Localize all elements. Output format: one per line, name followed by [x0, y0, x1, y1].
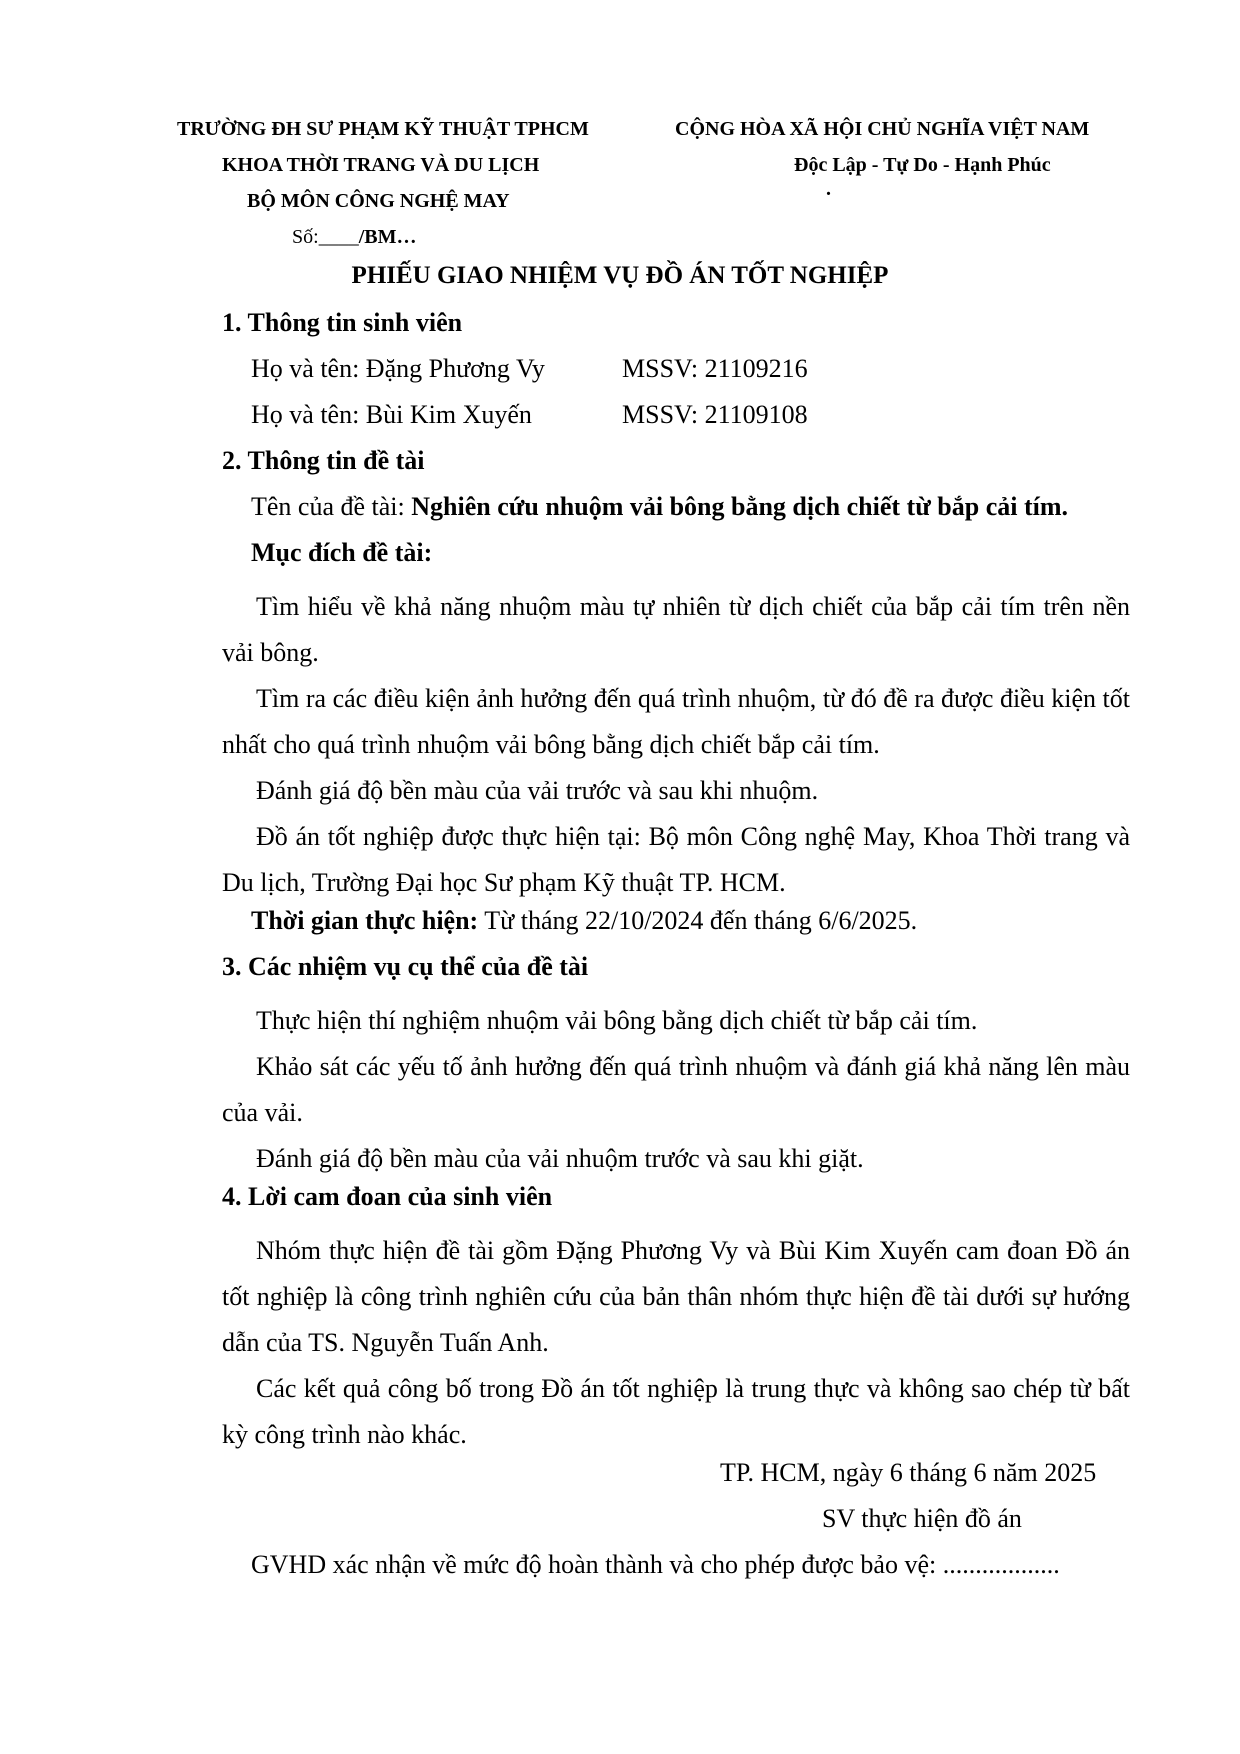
- nation-name: CỘNG HÒA XÃ HỘI CHỦ NGHĨA VIỆT NAM: [675, 118, 1090, 140]
- task-paragraph: Thực hiện thí nghiệm nhuộm vải bông bằng dịch chiết từ bắp cải tím.: [256, 1006, 978, 1035]
- purpose-paragraph: Tìm hiểu về khả năng nhuộm màu tự nhiên từ dịch chiết của bắp cải tím trên nền vải bông.: [222, 592, 1130, 667]
- section3-heading: 3. Các nhiệm vụ cụ thể của đề tài: [222, 952, 589, 981]
- student1-id: MSSV: 21109216: [622, 354, 808, 383]
- task-paragraph: Đánh giá độ bền màu của vải nhuộm trước và sau khi giặt.: [256, 1144, 864, 1173]
- student2-name: Họ và tên: Bùi Kim Xuyến: [251, 400, 532, 429]
- advisor-confirmation: GVHD xác nhận về mức độ hoàn thành và cho phép được bảo vệ: ..................: [251, 1550, 1060, 1579]
- section1-heading: 1. Thông tin sinh viên: [222, 308, 463, 337]
- section4-heading: 4. Lời cam đoan của sinh viên: [222, 1182, 553, 1211]
- document-number: [292, 226, 416, 249]
- task-paragraph: Khảo sát các yếu tố ảnh hưởng đến quá trình nhuộm và đánh giá khả năng lên màu của vải.: [222, 1052, 1130, 1127]
- purpose-paragraph: Đồ án tốt nghiệp được thực hiện tại: Bộ môn Công nghệ May, Khoa Thời trang và Du lịch, Trường Đại học Sư phạm Kỹ thuật TP. HCM.: [222, 822, 1130, 897]
- student2-id: MSSV: 21109108: [622, 400, 808, 429]
- topic-label: Tên của đề tài:: [251, 492, 412, 521]
- time-line: [251, 906, 917, 936]
- faculty-name: KHOA THỜI TRANG VÀ DU LỊCH: [222, 154, 540, 176]
- number-blank: ____: [318, 226, 359, 248]
- time-value: Từ tháng 22/10/2024 đến tháng 6/6/2025.: [478, 906, 918, 935]
- date-line: TP. HCM, ngày 6 tháng 6 năm 2025: [720, 1458, 1097, 1487]
- section2-heading: 2. Thông tin đề tài: [222, 446, 425, 475]
- purpose-paragraph: Đánh giá độ bền màu của vải trước và sau khi nhuộm.: [256, 776, 819, 805]
- signer-label: SV thực hiện đồ án: [822, 1504, 1022, 1533]
- school-name: TRƯỜNG ĐH SƯ PHẠM KỸ THUẬT TPHCM: [177, 118, 589, 140]
- motto-dot: .: [826, 178, 831, 200]
- number-suffix: /BM…: [358, 226, 417, 248]
- topic-line: [251, 492, 1068, 522]
- time-label: Thời gian thực hiện:: [251, 906, 479, 935]
- pledge-paragraph: Nhóm thực hiện đề tài gồm Đặng Phương Vy và Bùi Kim Xuyến cam đoan Đồ án tốt nghiệp là công trình nghiên cứu của bản thân nhóm thực hiện đề tài dưới sự hướng dẫn của TS. Nguyễn Tuấn Anh.: [222, 1236, 1130, 1357]
- purpose-paragraph: Tìm ra các điều kiện ảnh hưởng đến quá trình nhuộm, từ đó đề ra được điều kiện tốt nhất cho quá trình nhuộm vải bông bằng dịch chiết bắp cải tím.: [222, 684, 1130, 759]
- motto: Độc Lập - Tự Do - Hạnh Phúc: [794, 154, 1051, 176]
- page-title: PHIẾU GIAO NHIỆM VỤ ĐỒ ÁN TỐT NGHIỆP: [351, 262, 889, 289]
- pledge-paragraph: Các kết quả công bố trong Đồ án tốt nghiệp là trung thực và không sao chép từ bất kỳ công trình nào khác.: [222, 1374, 1130, 1449]
- topic-value: Nghiên cứu nhuộm vải bông bằng dịch chiết từ bắp cải tím.: [411, 492, 1069, 521]
- department-name: BỘ MÔN CÔNG NGHỆ MAY: [247, 190, 510, 212]
- student1-name: Họ và tên: Đặng Phương Vy: [251, 354, 545, 383]
- purpose-heading: Mục đích đề tài:: [251, 538, 433, 567]
- number-label: Số:: [292, 226, 319, 248]
